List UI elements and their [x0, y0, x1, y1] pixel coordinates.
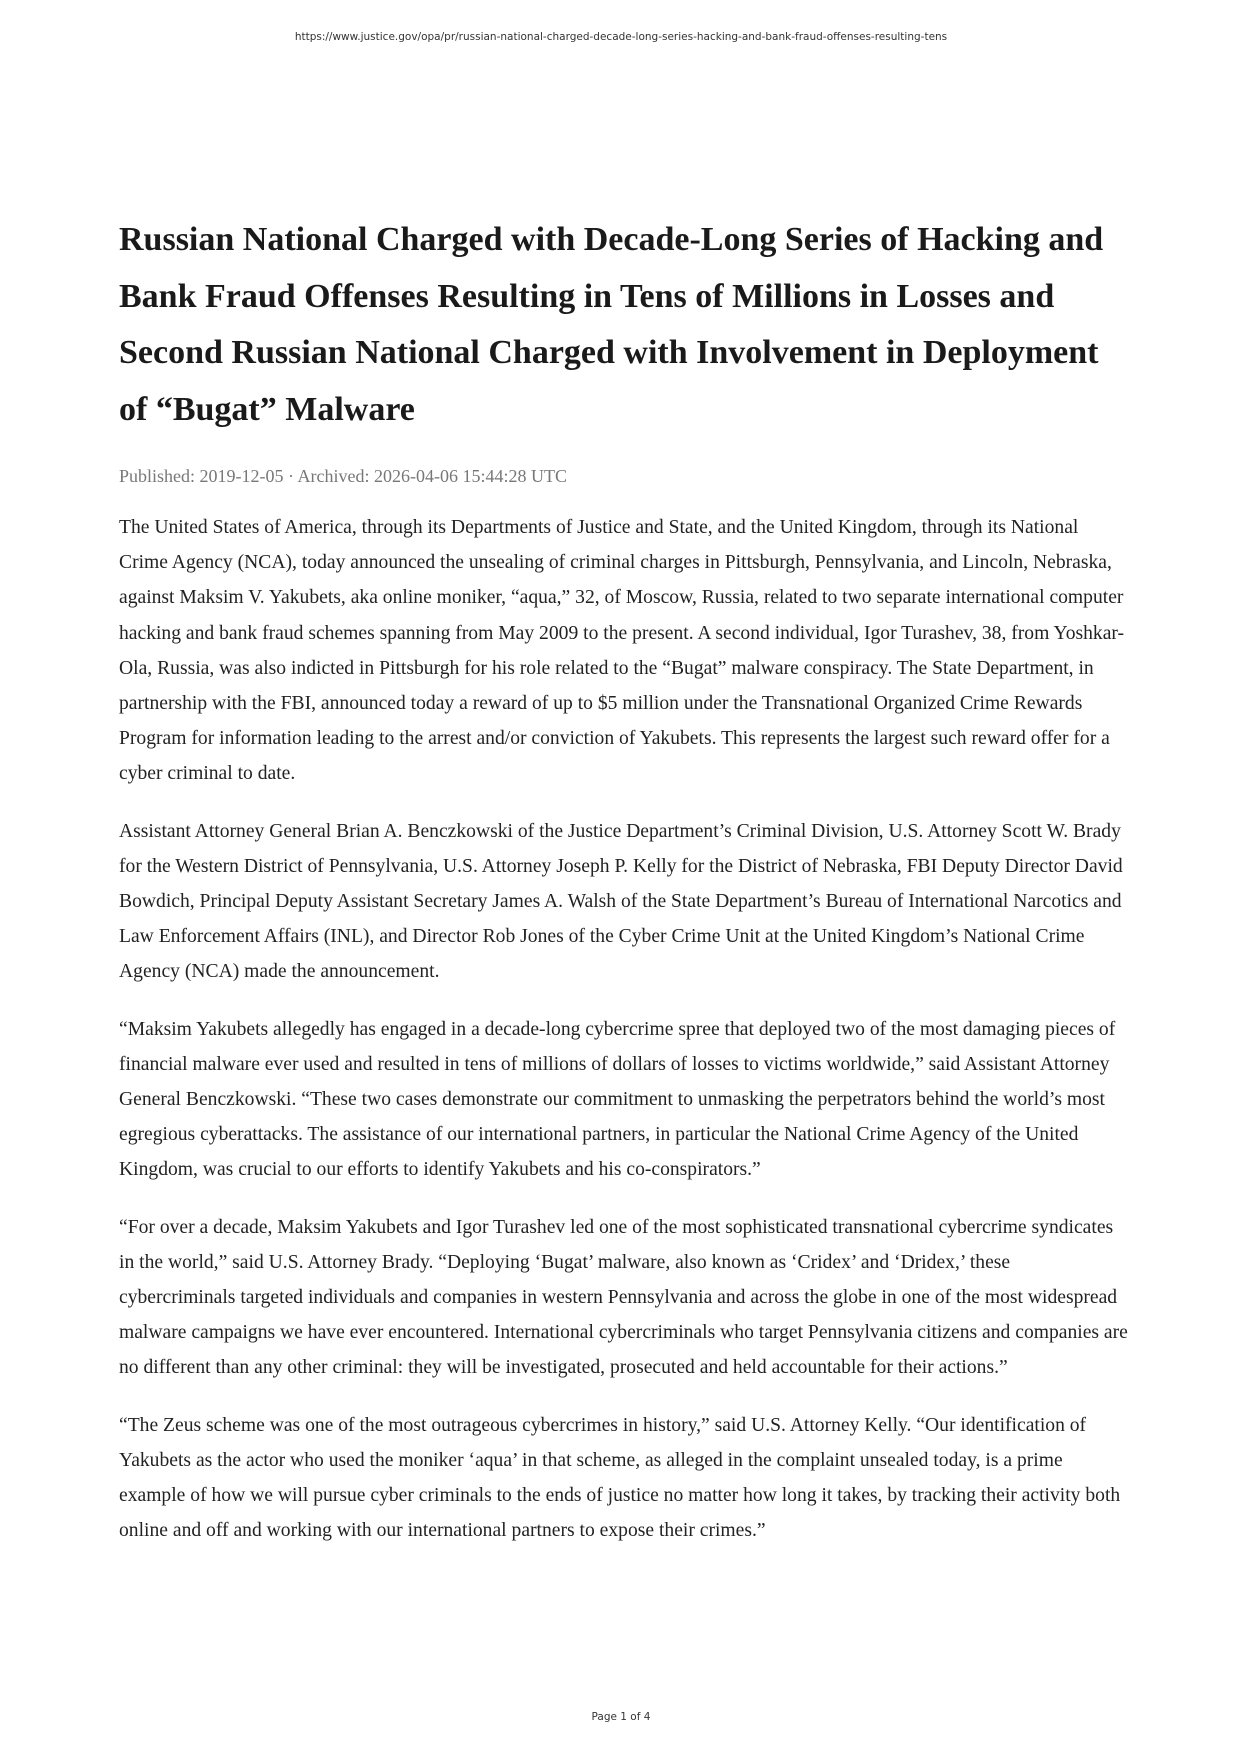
article-title: Russian National Charged with Decade-Long Series of Hacking and Bank Fraud Offenses Resulting in Tens of Millions in Losses and Second Russian National Charged with Involvement in Deployment of “Bugat” Malware: [119, 221, 1104, 428]
paragraph: “The Zeus scheme was one of the most outrageous cybercrimes in history,” said U.S. Attorney Kelly. “Our identification of Yakubets as the actor who used the moniker ‘aqua’ in that scheme, as alleged in the complaint unsealed today, is a prime example of how we will pursue cyber criminals to the ends of justice no matter how long it takes, by tracking their activity both online and off and working with our international partners to expose their crimes.”: [119, 1414, 1121, 1542]
page-number: Page 1 of 4: [591, 1711, 651, 1723]
article: [119, 212, 1129, 1570]
paragraph: “For over a decade, Maksim Yakubets and Igor Turashev led one of the most sophisticated transnational cybercrime syndicates in the world,” said U.S. Attorney Brady. “Deploying ‘Bugat’ malware, also known as ‘Cridex’ and ‘Dridex,’ these cybercriminals targeted individuals and companies in western Pennsylvania and across the globe in one of the most widespread malware campaigns we have ever encountered. International cybercriminals who target Pennsylvania citizens and companies are no different than any other criminal: they will be investigated, prosecuted and held accountable for their actions.”: [119, 1216, 1128, 1379]
article-meta: Published: 2019-12-05 · Archived: 2026-04-06 15:44:28 UTC: [119, 466, 567, 486]
article-body: [119, 510, 1129, 1548]
paragraph: The United States of America, through its Departments of Justice and State, and the United Kingdom, through its National Crime Agency (NCA), today announced the unsealing of criminal charges in Pittsburgh, Pennsylvania, and Lincoln, Nebraska, against Maksim V. Yakubets, aka online moniker, “aqua,” 32, of Moscow, Russia, related to two separate international computer hacking and bank fraud schemes spanning from May 2009 to the present. A second individual, Igor Turashev, 38, from Yoshkar-Ola, Russia, was also indicted in Pittsburgh for his role related to the “Bugat” malware conspiracy. The State Department, in partnership with the FBI, announced today a reward of up to $5 million under the Transnational Organized Crime Rewards Program for information leading to the arrest and/or conviction of Yakubets. This represents the largest such reward offer for a cyber criminal to date.: [119, 517, 1125, 785]
paragraph: “Maksim Yakubets allegedly has engaged in a decade-long cybercrime spree that deployed two of the most damaging pieces of financial malware ever used and resulted in tens of millions of dollars of losses to victims worldwide,” said Assistant Attorney General Benczkowski. “These two cases demonstrate our commitment to unmasking the perpetrators behind the world’s most egregious cyberattacks. The assistance of our international partners, in particular the National Crime Agency of the United Kingdom, was crucial to our efforts to identify Yakubets and his co-conspirators.”: [119, 1018, 1116, 1181]
page-url-header: https://www.justice.gov/opa/pr/russian-national-charged-decade-long-series-hacking-and-bank-fraud-offenses-resulting-tens: [294, 31, 948, 43]
paragraph: Assistant Attorney General Brian A. Benczkowski of the Justice Department’s Criminal Division, U.S. Attorney Scott W. Brady for the Western District of Pennsylvania, U.S. Attorney Joseph P. Kelly for the District of Nebraska, FBI Deputy Director David Bowdich, Principal Deputy Assistant Secretary James A. Walsh of the State Department’s Bureau of International Narcotics and Law Enforcement Affairs (INL), and Director Rob Jones of the Cyber Crime Unit at the United Kingdom’s National Crime Agency (NCA) made the announcement.: [119, 820, 1123, 983]
